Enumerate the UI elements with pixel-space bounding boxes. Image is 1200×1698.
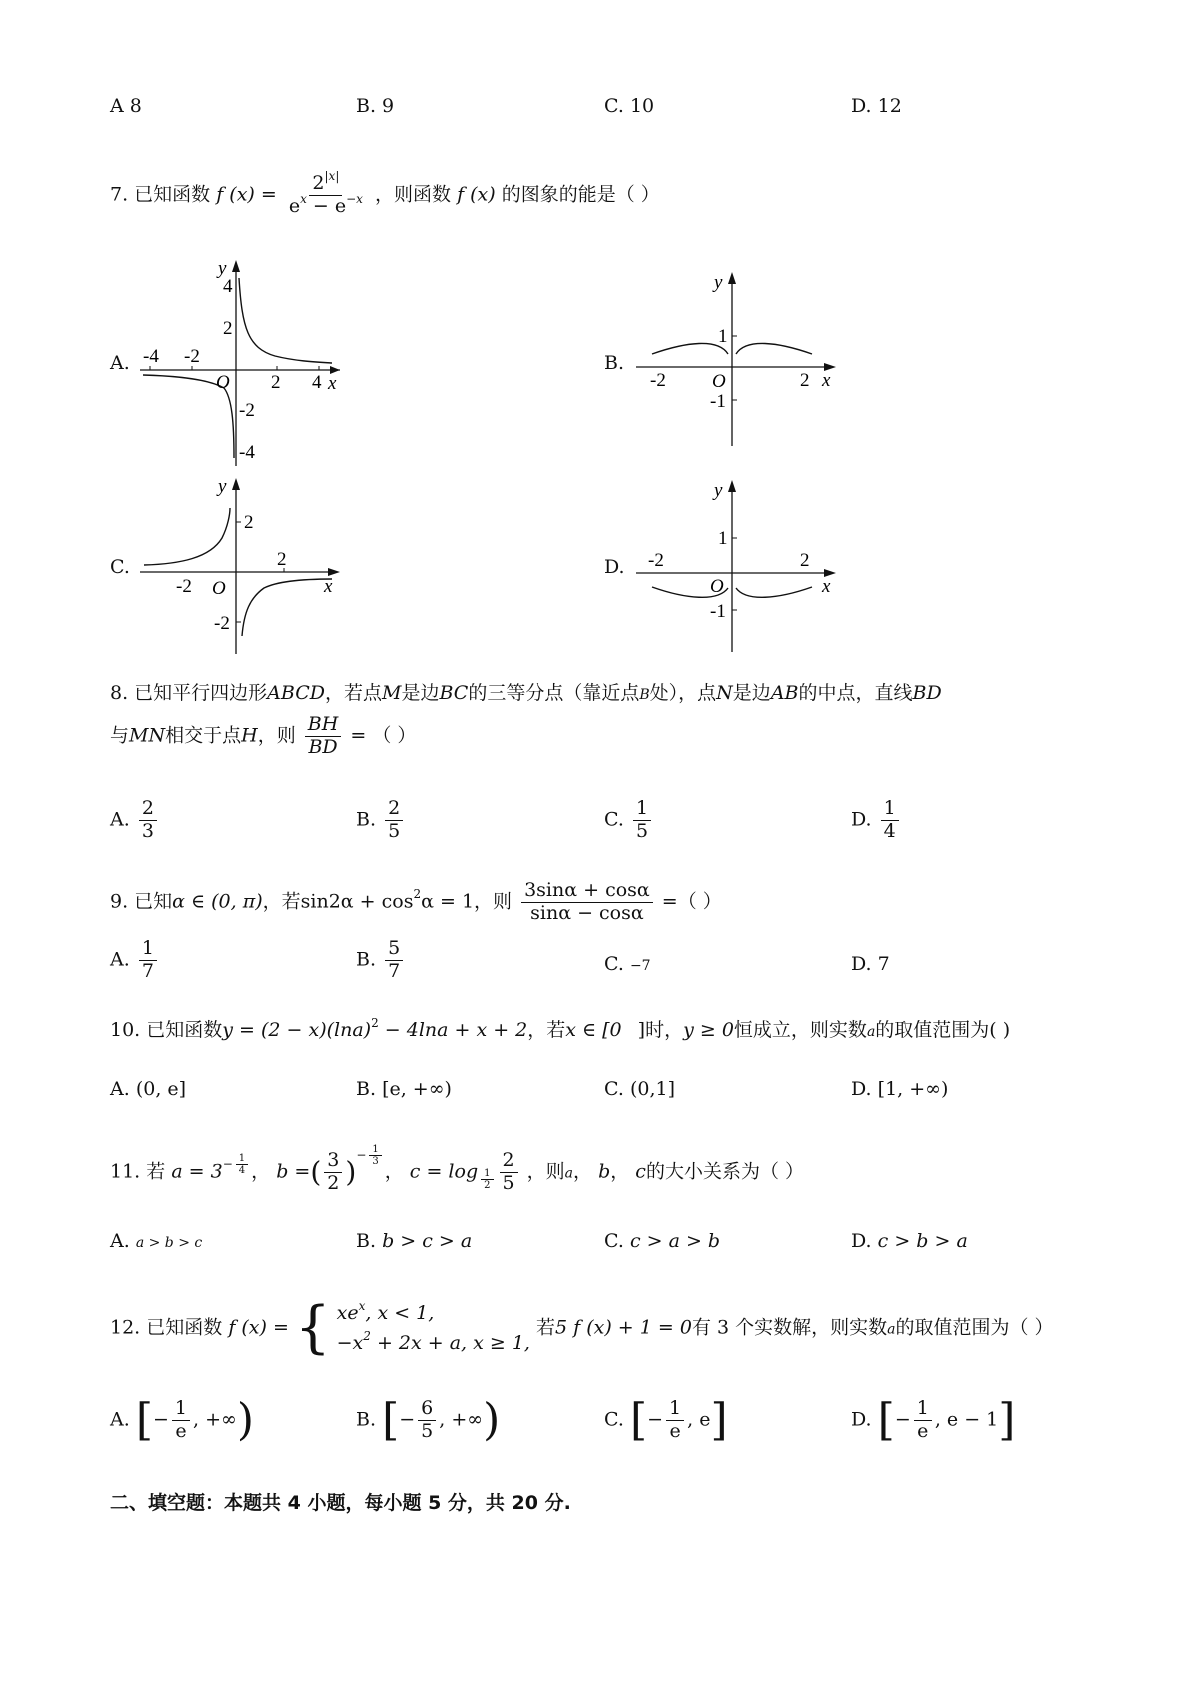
q8-option-d: [851, 798, 902, 843]
q7-num: 2: [312, 172, 325, 194]
q12-eqn: 5 f (x) + 1 = 0: [555, 1316, 692, 1339]
q7d-xtick-2: 2: [800, 550, 810, 571]
q11-tail2: 的大小关系为（ ）: [645, 1160, 804, 1183]
q9-cond: α ∈ (0, π): [172, 890, 263, 913]
q8-eq: = （ ）: [350, 724, 417, 747]
q11-c-num: 2: [500, 1150, 518, 1173]
q9-mid2: ，则: [474, 890, 513, 913]
q12-b-label: B.: [356, 1408, 377, 1431]
q12-c-tail: , e: [687, 1408, 711, 1431]
q7c-xtick-n2: -2: [176, 576, 192, 597]
q7a-ytick-4: 4: [223, 276, 233, 297]
q8-d-num: 1: [881, 798, 899, 821]
q9-c-value: −7: [629, 958, 651, 974]
q7b-origin: O: [712, 371, 726, 392]
q11-a-value: a > b > c: [135, 1235, 203, 1251]
q10-c-label: C.: [604, 1078, 624, 1100]
q8-b: B: [639, 687, 650, 703]
q11-d-label: D.: [851, 1230, 872, 1252]
q7a-xtick-n4: -4: [143, 346, 159, 367]
q7c-origin: O: [212, 578, 226, 599]
q11-b-exp-den: 3: [372, 1156, 379, 1168]
q11-c-value: c > a > b: [629, 1230, 721, 1252]
q9-mid: ，若: [262, 890, 301, 913]
q8-text: 8. 已知平行四边形: [110, 682, 268, 704]
q12-a-num: 1: [172, 1398, 190, 1421]
q12-option-b: B. [− $\frac{6}{5}$ , +∞): [356, 1394, 501, 1446]
q7d-xtick-n2: -2: [648, 550, 664, 571]
q7b-xtick-2: 2: [800, 370, 810, 391]
q9-stem: [110, 880, 722, 925]
q8-b-label: B.: [356, 808, 377, 831]
q9-option-c: [604, 953, 651, 975]
q7d-ytick-n1: -1: [710, 601, 726, 622]
q8-option-b: [356, 798, 406, 843]
q8-abcd: ABCD: [267, 682, 325, 704]
q12-c-label: C.: [604, 1408, 624, 1431]
q8-d-label: D.: [851, 808, 872, 831]
q7a-origin: O: [216, 372, 230, 393]
q12-b-tail: , +∞: [439, 1408, 484, 1431]
q12-stem: 12. 已知函数 f (x) = { $xe^x$, x < 1, $-x^2 + 2x + a$, x ≥ 1, 若5 f (x) + 1 = 0有 3 个实数解，则实数a的取值范围为（ ）: [110, 1295, 1054, 1361]
q7a-ytick-n4: -4: [239, 442, 255, 463]
q12-case1: xe: [336, 1302, 359, 1324]
q7a-ytick-n2: -2: [239, 400, 255, 421]
q8-d-den: 4: [883, 819, 896, 842]
q11-option-b: [356, 1230, 472, 1252]
q9-b-label: B.: [356, 948, 377, 971]
q7-lead: 7. 已知函数: [110, 183, 211, 206]
q11-b-label: B.: [356, 1230, 377, 1252]
q8-c-num: 1: [633, 798, 651, 821]
q9-c-label: C.: [604, 953, 624, 975]
q9-option-a: [110, 938, 160, 983]
q7-tail: ，则函数: [375, 183, 452, 206]
q7b-ytick-1: 1: [718, 326, 728, 347]
q12-mid: 若: [536, 1316, 556, 1339]
q9-a-den: 7: [141, 959, 154, 982]
q11-c-label: C.: [604, 1230, 624, 1252]
q9-fnum: 3sinα + cosα: [521, 880, 653, 903]
q10-expr-exp: 2: [371, 1016, 379, 1030]
q7-stem: [110, 169, 660, 218]
q8-stem-line1: [110, 678, 942, 705]
q12-b-den: 5: [421, 1419, 434, 1442]
q8-text: 是边: [732, 682, 771, 704]
q12-case2: −x: [336, 1332, 364, 1355]
q10-option-a: [110, 1078, 186, 1100]
q11-a-exp-den: 4: [238, 1165, 246, 1177]
q7-option-d-label: D.: [604, 556, 625, 578]
q7a-x-label: x: [328, 373, 337, 394]
q7-fraction: [286, 169, 366, 218]
q12-d-tail: , e − 1: [934, 1408, 999, 1431]
q12-tail2: 的取值范围为（ ）: [895, 1316, 1054, 1339]
q7a-ytick-2: 2: [223, 318, 233, 339]
q9-eqn-tail: α = 1: [421, 890, 475, 913]
q6-option-b: B. 9: [356, 95, 395, 117]
q8-mn: MN: [129, 724, 166, 747]
q7b-y-label: y: [714, 272, 723, 293]
q8-text: ，则: [257, 724, 296, 747]
q10-mid: ，若: [527, 1019, 566, 1041]
q7d-x-label: x: [822, 576, 831, 597]
q12-tail: 有 3 个实数解，则实数: [691, 1316, 888, 1339]
q12-d-num: 1: [914, 1398, 932, 1421]
q10-expr: y = (2 − x)(lna): [222, 1019, 372, 1041]
q12-c-den: e: [669, 1419, 681, 1442]
q7d-ytick-1: 1: [718, 528, 728, 549]
q7-graph-c: [140, 476, 350, 656]
q12-d-den: e: [917, 1419, 929, 1442]
q11-var-c: c: [635, 1160, 646, 1183]
q7c-x-label: x: [324, 576, 333, 597]
q11-tail: ，则: [526, 1160, 565, 1183]
q12-a-label: A.: [110, 1408, 130, 1431]
q10-cond: y ≥ 0: [683, 1019, 734, 1041]
q11-d-value: c > b > a: [877, 1230, 968, 1252]
q10-option-d: [851, 1078, 948, 1100]
q10-expr-tail: − 4lna + x + 2: [378, 1019, 528, 1041]
q7a-xtick-n2: -2: [184, 346, 200, 367]
q7-option-b-label: B.: [604, 352, 625, 374]
q12-case2-tail: + 2x + a, x ≥ 1,: [370, 1332, 530, 1355]
q8-stem-line2: [110, 714, 416, 759]
q7d-y-label: y: [714, 480, 723, 501]
q9-eq: =（ ）: [661, 890, 722, 913]
q12-c-num: 1: [666, 1398, 684, 1421]
q10-d-value: [1, +∞): [877, 1078, 949, 1100]
q7a-xtick-4: 4: [312, 372, 322, 393]
q7c-xtick-2: 2: [277, 549, 287, 570]
q8-bd: BD: [912, 682, 942, 704]
q8-a-num: 2: [139, 798, 157, 821]
q7-fx2: f (x): [457, 183, 496, 206]
q7-option-a-label: A.: [110, 352, 130, 374]
q7b-ytick-n1: -1: [710, 391, 726, 412]
q11-lead: 11. 若: [110, 1160, 166, 1183]
q12-case1-tail: , x < 1,: [365, 1302, 435, 1324]
q10-c-value: (0,1]: [629, 1078, 675, 1100]
q8-text: 的中点，直线: [798, 682, 913, 704]
q8-m: M: [382, 682, 402, 704]
q12-cases: [337, 1298, 530, 1359]
q11-b-den: 2: [327, 1171, 340, 1194]
q8-option-a: [110, 798, 160, 843]
q7-fx: f (x) =: [216, 183, 277, 206]
q8-fden: BD: [308, 735, 338, 758]
q10-mid2: 时，: [645, 1019, 684, 1041]
q12-a: a: [887, 1321, 896, 1338]
q10-dom-close: ]: [637, 1019, 646, 1041]
q10-d-label: D.: [851, 1078, 872, 1100]
q12-case1-exp: x: [358, 1299, 366, 1313]
q9-option-d: D. 7: [851, 953, 890, 975]
q9-b-num: 5: [385, 938, 403, 961]
q12-fx: f (x) =: [228, 1316, 289, 1339]
q8-ratio-fraction: [305, 714, 342, 759]
q11-b-exp-num: 1: [369, 1144, 381, 1157]
q10-tail: 恒成立，则实数: [733, 1019, 867, 1041]
q11-c-base-den: 2: [484, 1180, 491, 1192]
q12-a-tail: , +∞: [193, 1408, 237, 1431]
q7-den-mid: − e: [306, 194, 347, 217]
q11-b-expr: b =: [276, 1160, 311, 1183]
q8-ab: AB: [770, 682, 799, 704]
q8-text: 与: [110, 724, 130, 747]
q11-a-expr: a = 3: [171, 1160, 223, 1183]
q12-option-a: A. [− $\frac{1}{e}$ , +∞): [110, 1394, 254, 1446]
q10-option-c: [604, 1078, 675, 1100]
q11-option-a: [110, 1230, 202, 1252]
q7-den-a-exp: x: [300, 191, 307, 206]
q7-den-a: e: [288, 194, 301, 217]
q7c-ytick-n2: -2: [214, 613, 230, 634]
q12-option-d: D. [− $\frac{1}{e}$ , e − 1]: [851, 1394, 1016, 1446]
q8-text: 处），点: [649, 682, 717, 704]
q10-stem: [110, 1015, 1010, 1042]
q8-option-c: [604, 798, 654, 843]
q8-bc: BC: [439, 682, 469, 704]
q10-lead: 10. 已知函数: [110, 1019, 223, 1041]
q10-a-value: (0, e]: [135, 1078, 187, 1100]
q7-tail2: 的图象的能是（ ）: [501, 183, 660, 206]
q8-h: H: [241, 724, 258, 747]
q6-option-c: C. 10: [604, 95, 655, 117]
q12-case2-exp: 2: [363, 1329, 371, 1344]
q8-text: 的三等分点（靠近点: [468, 682, 640, 704]
q9-a-label: A.: [110, 948, 130, 971]
q9-option-b: [356, 938, 406, 983]
q8-text: ，若点: [324, 682, 382, 704]
q11-option-c: [604, 1230, 720, 1252]
q11-b-value: b > c > a: [382, 1230, 473, 1252]
q8-fnum: BH: [305, 714, 342, 737]
q8-a-label: A.: [110, 808, 130, 831]
q7b-xtick-n2: -2: [650, 370, 666, 391]
q7b-x-label: x: [822, 370, 831, 391]
q12-d-label: D.: [851, 1408, 872, 1431]
q8-c-den: 5: [635, 819, 649, 842]
q8-c-label: C.: [604, 808, 624, 831]
q7-graph-d: [636, 478, 846, 654]
q12-lead: 12. 已知函数: [110, 1316, 223, 1339]
q12-b-num: 6: [418, 1398, 436, 1421]
q7a-y-label: y: [218, 258, 227, 279]
q9-lead: 9. 已知: [110, 890, 173, 913]
q7-graph-b: [636, 270, 846, 450]
section-heading-fill-in: 二、填空题：本题共 4 小题，每小题 5 分，共 20 分.: [110, 1492, 571, 1514]
q9-a-num: 1: [139, 938, 157, 961]
q7c-y-label: y: [218, 476, 227, 497]
q12-option-c: C. [− $\frac{1}{e}$ , e]: [604, 1394, 728, 1446]
q11-var-b: b: [598, 1160, 611, 1183]
q8-n: N: [716, 682, 733, 704]
q10-dom: x ∈ [0: [565, 1019, 622, 1041]
q11-stem: 11. 若 $a = 3^{- \frac{1}{4}}$ ， b =( $\frac{3}{2}$ )$^{- \frac{1}{3}}$ ， c = log $_{\frac{1}{2}}$ $\frac{2}{5}$ ，则a， b， c的大小关系为（ ）: [110, 1143, 804, 1194]
q8-text: 相交于点: [165, 724, 242, 747]
q9-fraction: [521, 880, 653, 925]
q7-num-exp: |x|: [324, 169, 340, 183]
q6-option-d: D. 12: [851, 95, 902, 117]
q11-option-d: [851, 1230, 968, 1252]
q9-fden: sinα − cosα: [530, 901, 644, 924]
q8-a-den: 3: [141, 819, 154, 842]
q9-eqn-exp: 2: [413, 887, 422, 902]
q6-option-a: A 8: [110, 95, 142, 117]
q12-a-den: e: [175, 1419, 187, 1442]
q10-tail2: 的取值范围为( ): [875, 1019, 1011, 1041]
q11-a-exp-num: 1: [236, 1153, 248, 1166]
q11-c-expr: c = log: [409, 1160, 479, 1183]
q10-a-label: A.: [110, 1078, 130, 1100]
q10-option-b: [356, 1078, 452, 1100]
q7d-origin: O: [710, 576, 724, 597]
q10-b-value: [e, +∞): [382, 1078, 452, 1100]
q11-a-label: A.: [110, 1230, 130, 1252]
q11-c-den: 5: [502, 1171, 515, 1194]
q8-b-num: 2: [385, 798, 403, 821]
q11-c-base-num: 1: [481, 1168, 493, 1181]
q7a-xtick-2: 2: [271, 372, 281, 393]
q10-b-label: B.: [356, 1078, 377, 1100]
q7c-ytick-2: 2: [244, 512, 254, 533]
q11-var-a: a: [564, 1165, 574, 1182]
q7-option-c-label: C.: [110, 556, 130, 578]
q9-eqn: sin2α + cos: [300, 890, 414, 913]
q11-b-num: 3: [324, 1150, 342, 1173]
q7-graph-a: [140, 258, 350, 468]
q8-b-den: 5: [388, 819, 401, 842]
q8-text: 是边: [401, 682, 440, 704]
q7-den-b-exp: −x: [346, 191, 363, 206]
q9-b-den: 7: [388, 959, 401, 982]
q10-a: a: [866, 1024, 876, 1040]
